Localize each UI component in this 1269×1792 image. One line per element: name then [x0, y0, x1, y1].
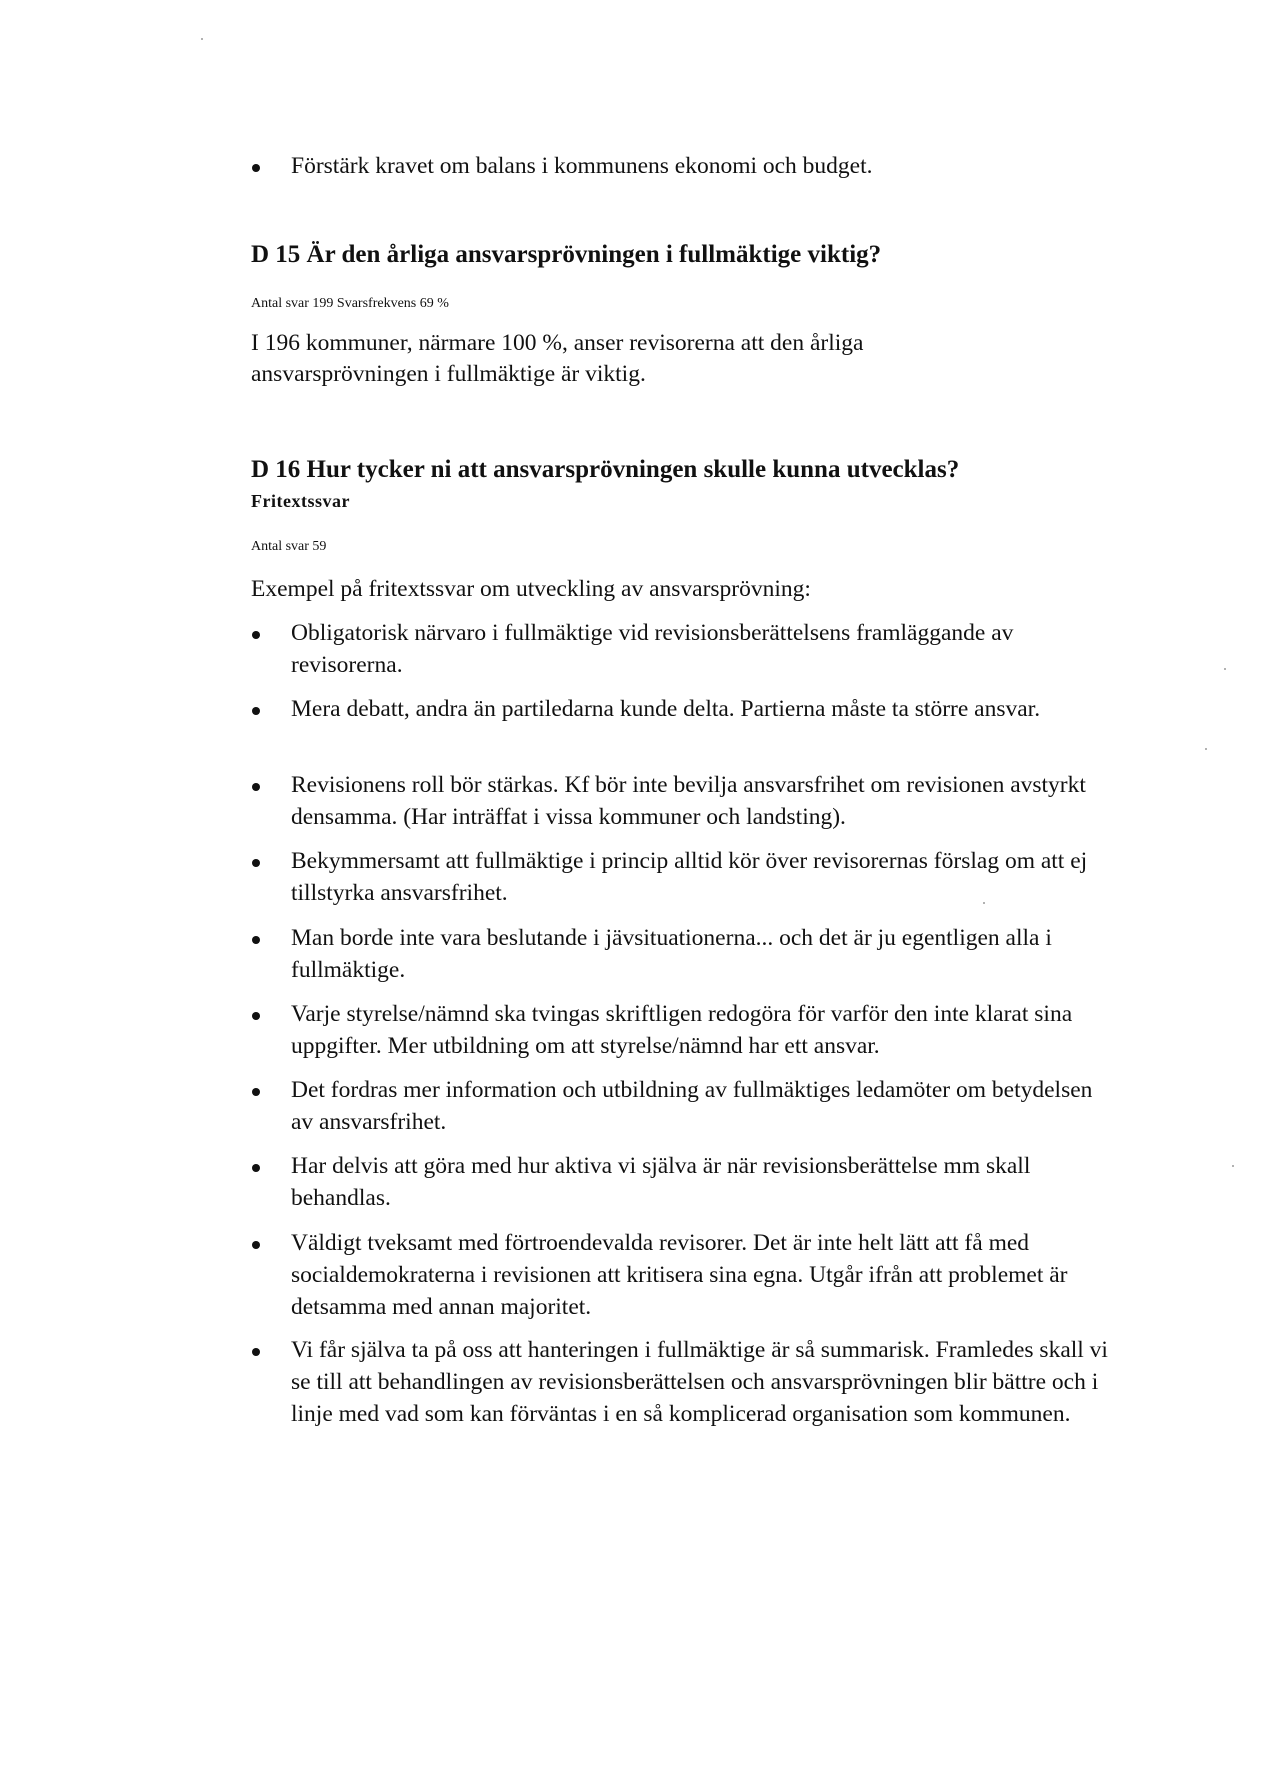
bullet-icon	[252, 936, 260, 944]
list-item-text: Varje styrelse/nämnd ska tvingas skriftligen redogöra för varför den inte klarat sina uppgifter. Mer utbildning om att styrelse/nämnd har ett ansvar.	[291, 1001, 1073, 1059]
section-heading-d16: D 16 Hur tycker ni att ansvarsprövningen skulle kunna utvecklas?	[251, 456, 960, 483]
result-paragraph-d15: I 196 kommuner, närmare 100 %, anser revisorerna att den årliga ansvarsprövningen i fullmäktige är viktig.	[251, 330, 864, 387]
bullet-icon	[252, 164, 260, 172]
list-item	[252, 1334, 1112, 1430]
section-subheading-d16: Fritextssvar	[251, 491, 350, 511]
list-item	[252, 1227, 1112, 1323]
bullet-icon	[252, 1348, 260, 1356]
list-item	[252, 769, 1112, 833]
list-item-text: Revisionens roll bör stärkas. Kf bör inte bevilja ansvarsfrihet om revisionen avstyrkt densamma. (Har inträffat i vissa kommuner och landsting).	[291, 772, 1086, 830]
scan-speck	[1205, 748, 1207, 750]
list-item-text: Väldigt tveksamt med förtroendevalda revisorer. Det är inte helt lätt att få med socialdemokraterna i revisionen att kritisera sina egna. Utgår ifrån att problemet är detsamma med annan majoritet.	[291, 1230, 1068, 1320]
bullet-icon	[252, 783, 260, 791]
list-item	[252, 1074, 1112, 1138]
bullet-icon	[252, 859, 260, 867]
list-item-text: Vi får själva ta på oss att hanteringen i fullmäktige är så summarisk. Framledes skall vi se till att behandlingen av revisionsberättelsen och ansvarsprövningen blir bättre och i linje med vad som kan förväntas i en så komplicerad organisation som kommunen.	[291, 1337, 1108, 1427]
list-item	[252, 998, 1112, 1062]
list-item-text: Har delvis att göra med hur aktiva vi själva är när revisionsberättelse mm skall behandlas.	[291, 1153, 1031, 1211]
list-item	[252, 845, 1112, 909]
scan-speck	[201, 38, 203, 40]
bullet-icon	[252, 1241, 260, 1249]
list-item-text: Förstärk kravet om balans i kommunens ekonomi och budget.	[291, 153, 873, 179]
list-item	[252, 922, 1112, 986]
bullet-icon	[252, 1012, 260, 1020]
list-item-text: Man borde inte vara beslutande i jävsituationerna... och det är ju egentligen alla i fullmäktige.	[291, 925, 1052, 983]
scan-speck	[1232, 1165, 1234, 1167]
response-stats-d15: Antal svar 199 Svarsfrekvens 69 %	[251, 296, 449, 311]
intro-paragraph-d16: Exempel på fritextssvar om utveckling av ansvarsprövning:	[251, 576, 811, 602]
list-item-text: Obligatorisk närvaro i fullmäktige vid revisionsberättelsens framläggande av revisorerna.	[291, 620, 1014, 678]
bullet-icon	[252, 707, 260, 715]
list-item	[252, 1150, 1112, 1214]
list-item-text: Mera debatt, andra än partiledarna kunde delta. Partierna måste ta större ansvar.	[291, 696, 1041, 722]
response-stats-d16: Antal svar 59	[251, 539, 327, 554]
scan-speck	[1224, 668, 1226, 670]
bullet-icon	[252, 1164, 260, 1172]
list-item	[252, 693, 1112, 725]
list-item-text: Det fordras mer information och utbildning av fullmäktiges ledamöter om betydelsen av ansvarsfrihet.	[291, 1077, 1093, 1135]
bullet-icon	[252, 1088, 260, 1096]
list-item-text: Bekymmersamt att fullmäktige i princip alltid kör över revisorernas förslag om att ej tillstyrka ansvarsfrihet.	[291, 848, 1088, 906]
scan-speck	[983, 902, 985, 904]
list-item	[252, 150, 1112, 182]
bullet-icon	[252, 631, 260, 639]
section-heading-d15: D 15 Är den årliga ansvarsprövningen i fullmäktige viktig?	[251, 241, 882, 268]
list-item	[252, 617, 1112, 681]
